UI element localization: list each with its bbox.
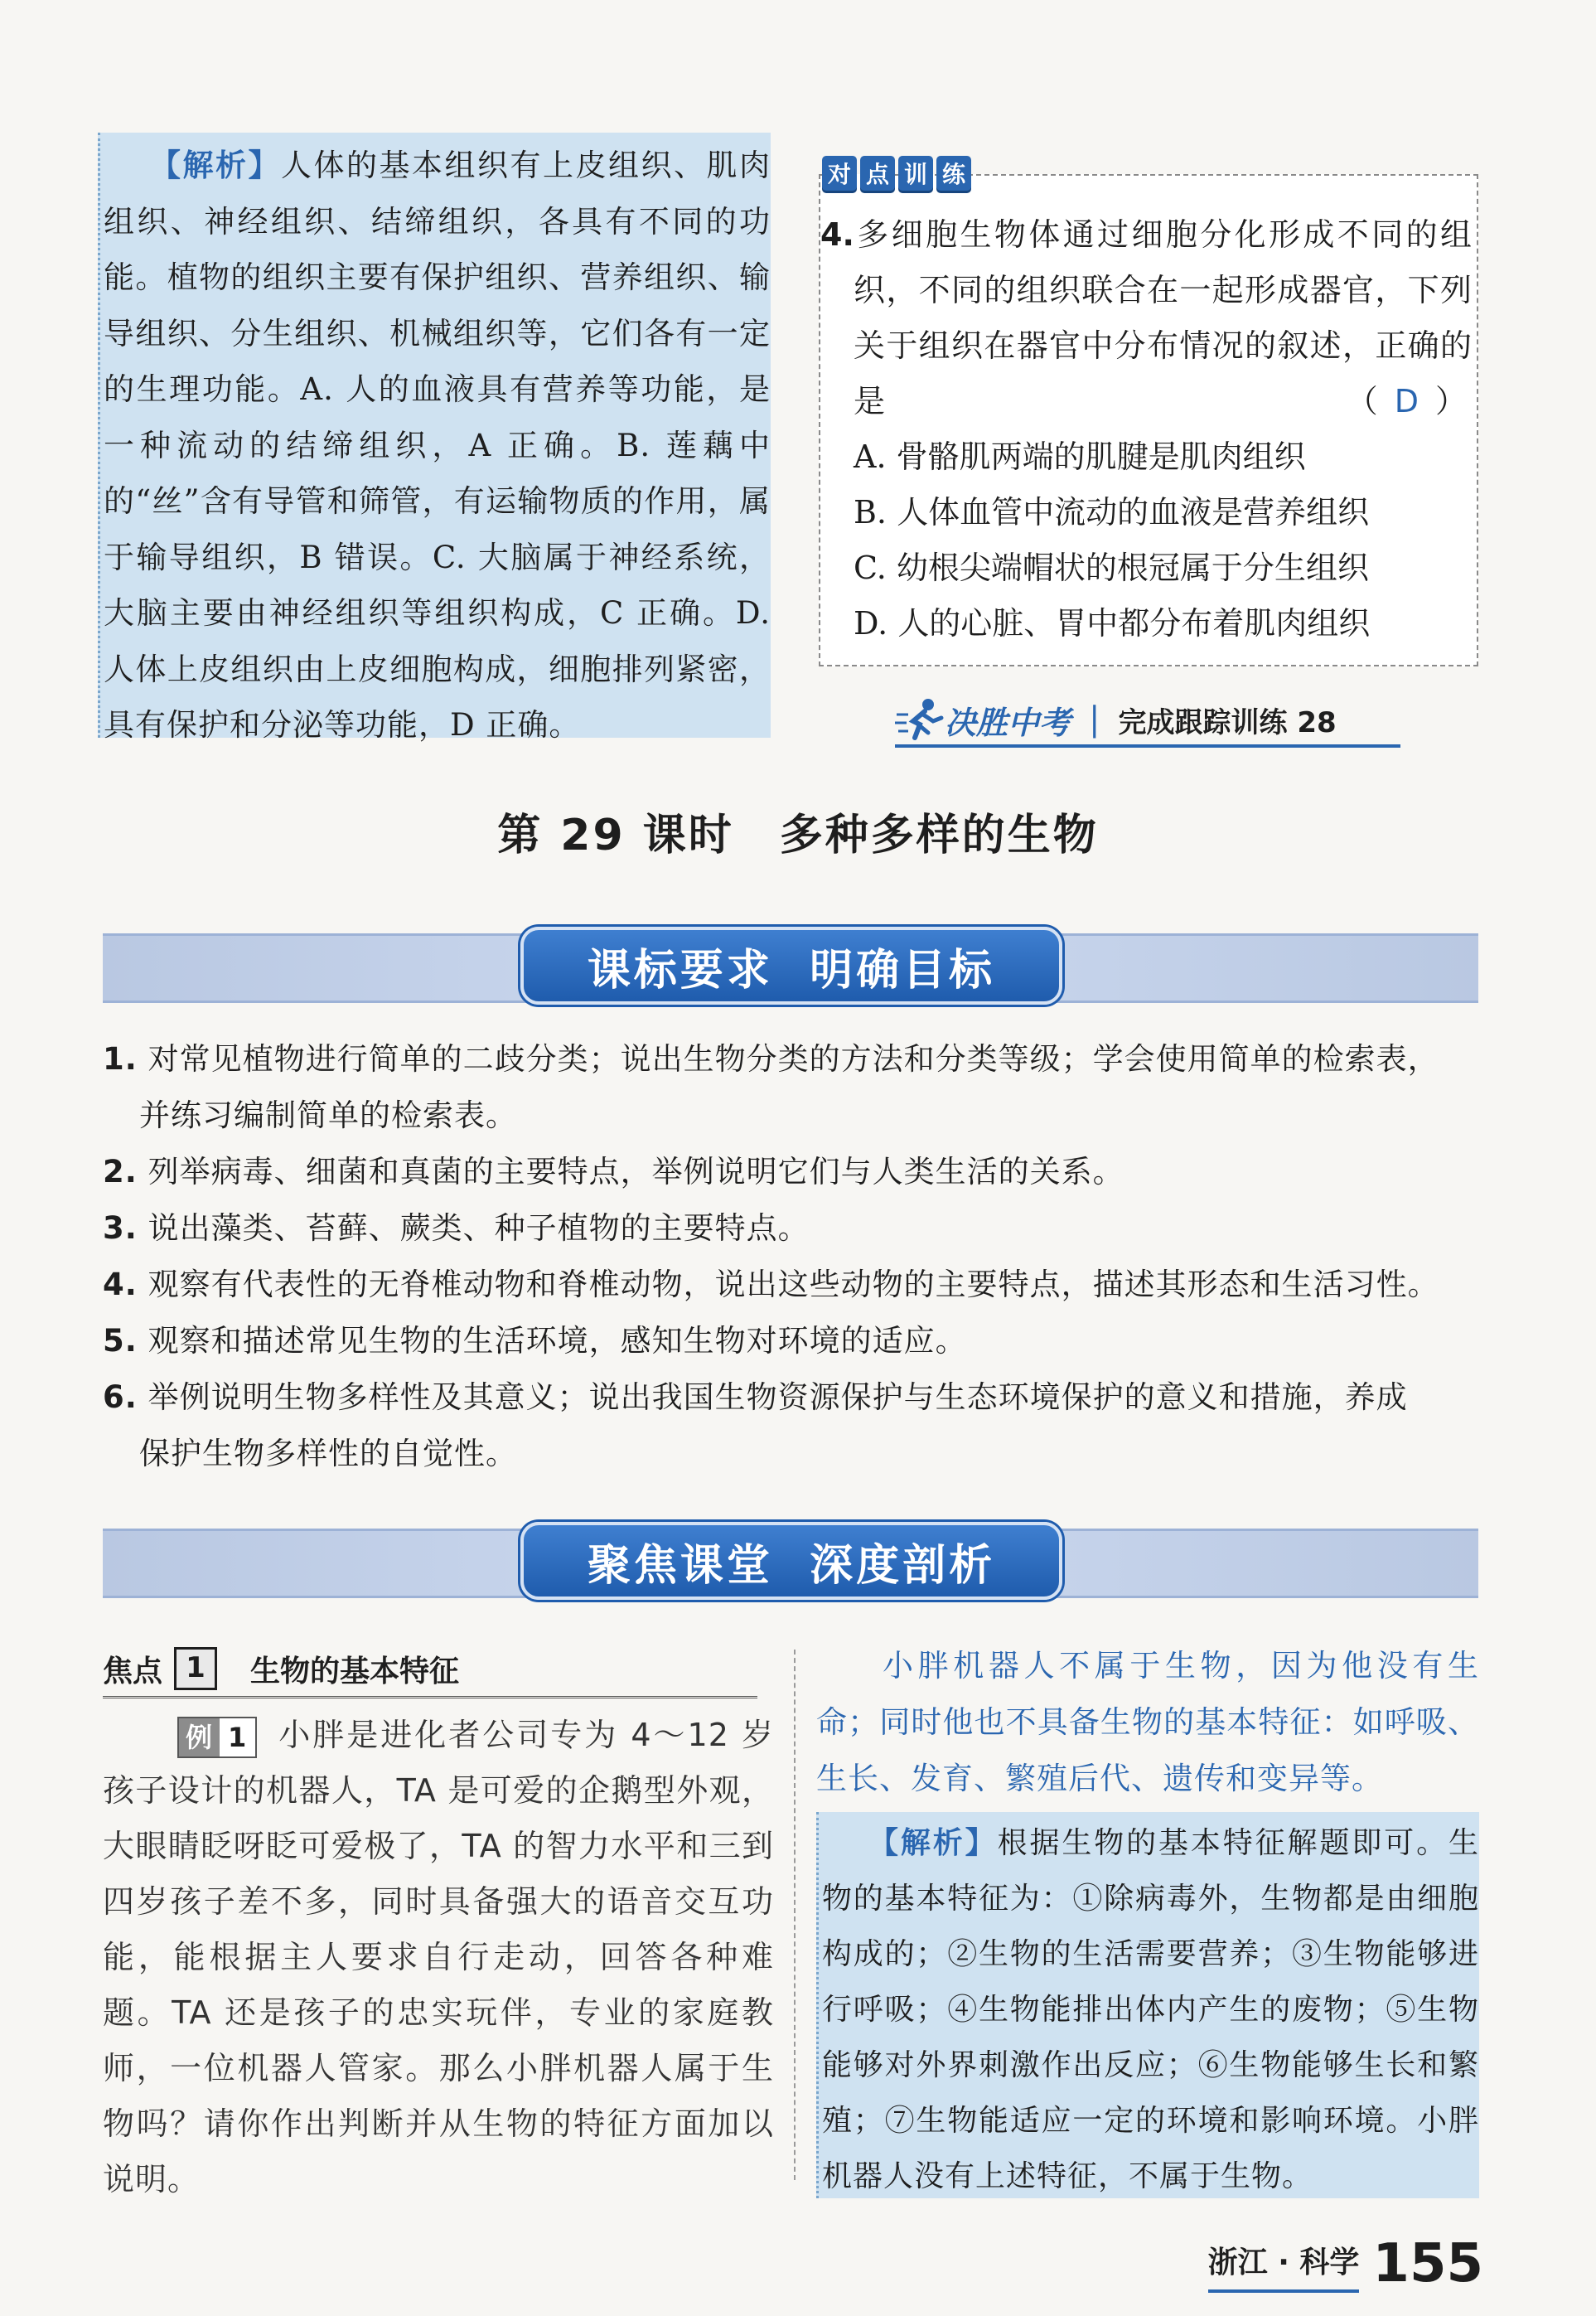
answer-text: 小胖机器人不属于生物，因为他没有生命；同时他也不具备生物的基本特征：如呼吸、生长、发育、繁殖后代、遗传和变异等。 (816, 1648, 1479, 1796)
question-body: 多细胞生物体通过细胞分化形成不同的组织，不同的组织联合在一起形成器官，下列关于组织在器官中分布情况的叙述，正确的是 (854, 216, 1472, 419)
requirement-1: 1. 对常见植物进行简单的二歧分类；说出生物分类的方法和分类等级；学会使用简单的检索表， (103, 1041, 1439, 1077)
option-d: D. 人的心脏、胃中都分布着肌肉组织 (854, 605, 1371, 642)
question-number: 4. (820, 216, 854, 253)
example-badge: 例 1 (177, 1717, 257, 1758)
requirement-2: 2. 列举病毒、细菌和真菌的主要特点，举例说明它们与人类生活的关系。 (103, 1154, 1124, 1189)
answer-bracket: （ D ） (1346, 383, 1467, 419)
top-analysis-box (98, 133, 771, 743)
point-training-badges (822, 156, 971, 191)
top-analysis-text: 人体的基本组织有上皮组织、肌肉组织、神经组织、结缔组织，各具有不同的功能。植物的组织主要有保护组织、营养组织、输导组织、分生组织、机械组织等，它们各有一定的生理功能。A. 人的血液具有营养等功能，是一种流动的结缔组织，A 正确。B. 莲藕中的“丝”含有导管和筛管，有运输物质的作用，属于输导组织，B 错误。C. 大脑属于神经系统，大脑主要由神经组织等组织构成，C 正确。D. 人体上皮组织由上皮细胞构成，细胞排列紧密，具有保护和分泌等功能，D 正确。 (104, 148, 771, 743)
requirement-4: 4. 观察有代表性的无脊椎动物和脊椎动物，说出这些动物的主要特点，描述其形态和生活习性。 (103, 1267, 1439, 1302)
focus-title: 生物的基本特征 (250, 1654, 460, 1689)
runner-icon (895, 696, 945, 743)
requirement-3: 3. 说出藻类、苔藓、蕨类、种子植物的主要特点。 (103, 1210, 810, 1246)
top-analysis-paragraph (104, 138, 771, 753)
requirement-6-cont: 保护生物多样性的自觉性。 (139, 1436, 517, 1471)
badge-lian: 练 (936, 156, 971, 191)
lesson-title: 第 29 课时 多种多样的生物 (497, 811, 1099, 860)
analysis-tag-bottom: 【解析】 (868, 1826, 998, 1860)
exam-logo-text: 决胜中考 (945, 704, 1071, 741)
requirement-5: 5. 观察和描述常见生物的生活环境，感知生物对环境的适应。 (103, 1323, 967, 1359)
focus-label: 焦点 (103, 1654, 163, 1689)
page-number: 155 (1372, 2233, 1483, 2294)
banner-requirements: 课标要求 明确目标 (520, 927, 1062, 1005)
option-a: A. 骨骼肌两端的肌腱是肌肉组织 (854, 438, 1306, 475)
example-text: 小胖是进化者公司专为 4～12 岁孩子设计的机器人，TA 是可爱的企鹅型外观，大眼睛眨呀眨可爱极了，TA 的智力水平和三到四岁孩子差不多，同时具备强大的语音交互功能，能根据主人要求自行走动，回答各种难题。TA 还是孩子的忠实玩伴，专业的家庭教师，一位机器人管家。那么小胖机器人属于生物吗？请你作出判断并从生物的特征方面加以说明。 (103, 1717, 774, 2197)
training-question (820, 207, 1472, 652)
badge-xun: 训 (898, 156, 933, 191)
footer-region: 浙江 · 科学 (1208, 2239, 1360, 2293)
bottom-analysis-text: 根据生物的基本特征解题即可。生物的基本特征为：①除病毒外，生物都是由细胞构成的；②生物的生活需要营养；③生物能够进行呼吸；④生物能排出体内产生的废物；⑤生物能够对外界刺激作出反应；⑥生物能够生长和繁殖；⑦生物能适应一定的环境和影响环境。小胖机器人没有上述特征，不属于生物。 (822, 1826, 1479, 2193)
exam-text: 完成跟踪训练 28 (1118, 705, 1337, 739)
footer (1193, 2226, 1483, 2293)
question-text (820, 207, 1472, 429)
requirement-1-cont: 并练习编制简单的检索表。 (139, 1097, 517, 1133)
answer-block (816, 1638, 1479, 1807)
exam-separator: | (1089, 700, 1100, 739)
option-c: C. 幼根尖端帽状的根冠属于分生组织 (854, 550, 1369, 586)
badge-dian: 点 (860, 156, 895, 191)
option-b: B. 人体血管中流动的血液是营养组织 (854, 494, 1370, 531)
answer-choice: D (1394, 383, 1419, 419)
banner-focus: 聚焦课堂 深度剖析 (520, 1522, 1062, 1600)
example-block (103, 1708, 774, 2207)
column-divider (794, 1650, 796, 2180)
requirements-list (103, 1031, 1483, 1482)
bottom-analysis-box (816, 1812, 1479, 2198)
bottom-analysis-paragraph (822, 1815, 1479, 2204)
focus-heading (103, 1641, 757, 1698)
badge-dui: 对 (822, 156, 857, 191)
exam-link[interactable] (895, 695, 1400, 748)
analysis-tag: 【解析】 (150, 148, 281, 183)
requirement-6: 6. 举例说明生物多样性及其意义；说出我国生物资源保护与生态环境保护的意义和措施，养成 (103, 1379, 1408, 1415)
example-paragraph (103, 1708, 774, 2207)
focus-number: 1 (174, 1647, 217, 1690)
